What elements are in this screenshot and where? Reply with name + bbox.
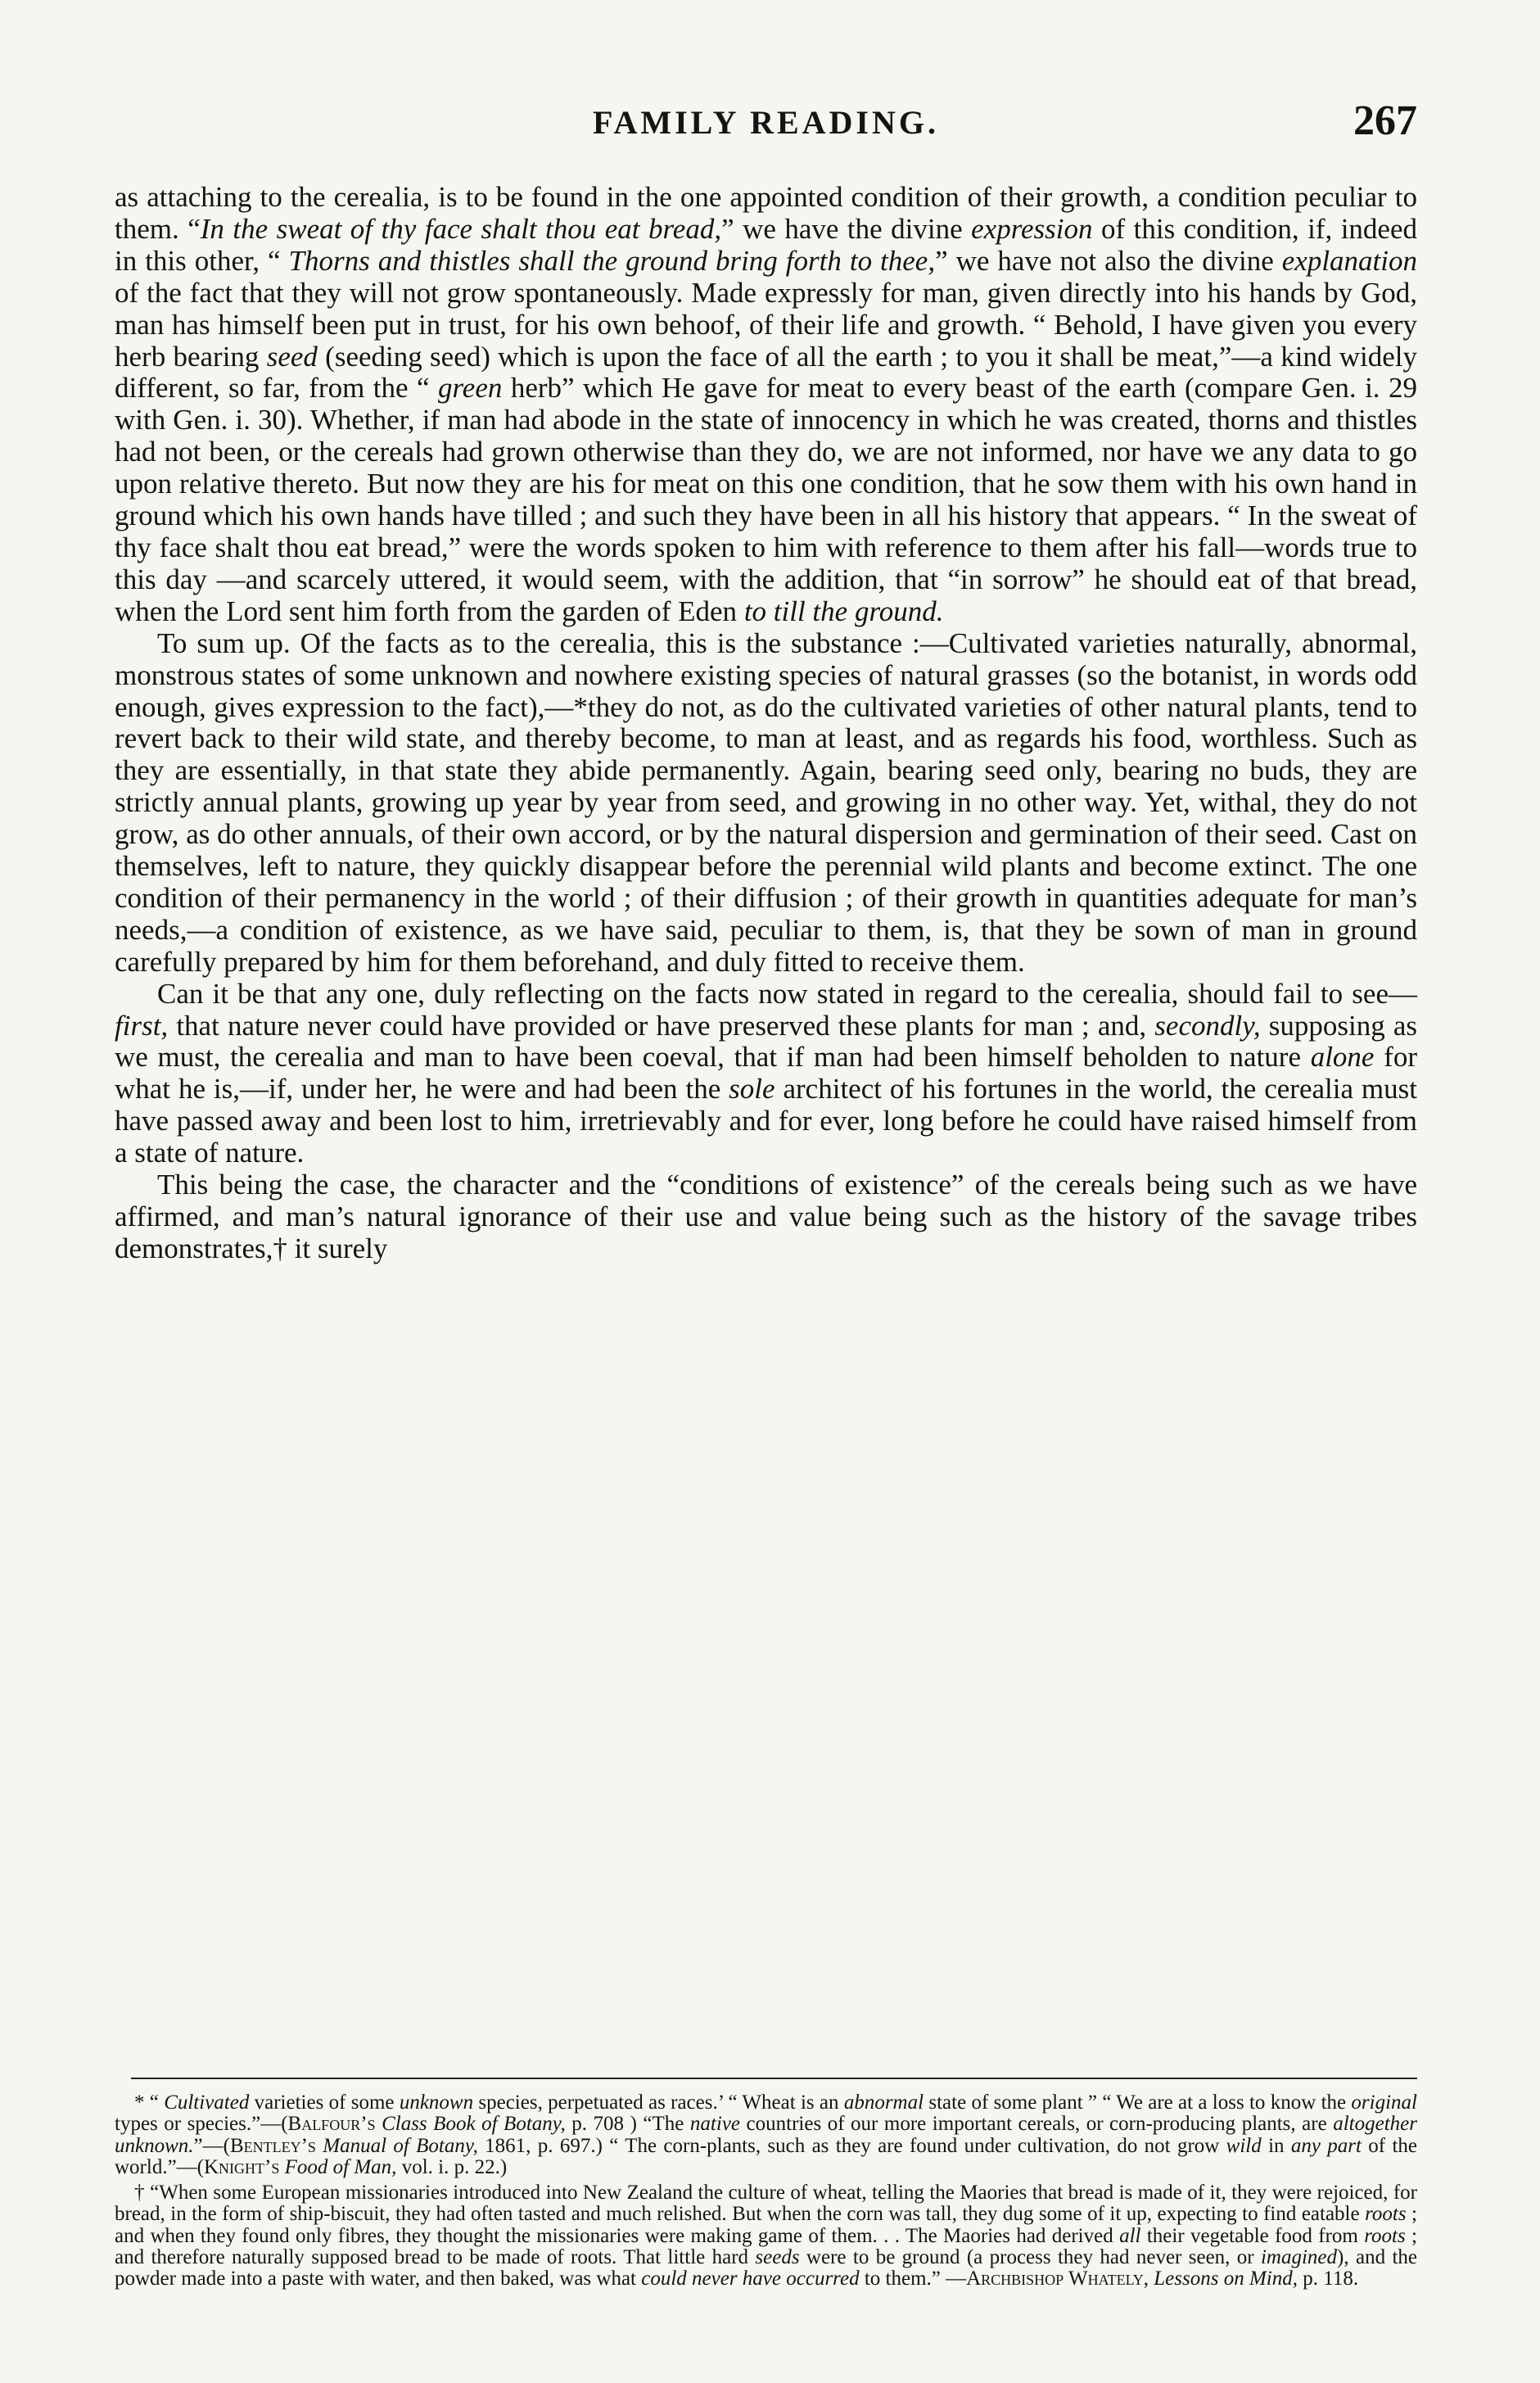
italic-run: Thorns and thistles shall the ground bring forth to thee, — [288, 244, 936, 277]
text-run: as attaching to the cerealia, is to be found in the one appointed condition of their growth, a condition peculiar to them. “ — [115, 181, 1417, 245]
italic-run: altogether unknown. — [115, 2113, 1417, 2157]
footnote-2 — [115, 2182, 1417, 2290]
text-run: ” we have the divine — [721, 212, 972, 245]
text-run: ” we have not also the divine — [935, 244, 1282, 277]
text-run: architect of his fortunes in the world, the cerealia must have passed away and been lost to him, irretrievably and for ever, long before he could have raised himself from a state of nature. — [115, 1073, 1417, 1169]
italic-run: explanation — [1281, 244, 1417, 277]
italic-run: sole — [729, 1073, 775, 1106]
paragraph-3 — [115, 979, 1417, 1169]
text-run: species, perpetuated as races.’ “ Wheat is an — [473, 2091, 844, 2114]
italic-run: roots — [1364, 2224, 1406, 2247]
italic-run: seeds — [755, 2246, 800, 2269]
italic-run: original — [1351, 2091, 1417, 2114]
page-number: 267 — [1353, 97, 1417, 144]
text-run: of the fact that they will not grow spontaneously. Made expressly for man, given directly into his hands by God, man has himself been put in trust, for his own behoof, of their life and growth. “ Behold, I have given you every herb bearing — [115, 276, 1417, 373]
text-run: countries of our more important cereals, or corn-producing plants, are — [740, 2113, 1334, 2136]
running-title: FAMILY READING. — [593, 104, 939, 141]
footnote-divider — [131, 2078, 1417, 2079]
small-caps-run: Archbishop Whately, — [966, 2268, 1149, 2290]
italic-run: Class Book of Botany, — [382, 2113, 566, 2136]
italic-run: any part — [1290, 2134, 1362, 2157]
italic-run: In the sweat of thy face shalt thou eat bread, — [200, 212, 722, 245]
text-run: (seeding seed) which is upon the face of all the earth ; to you it shall be meat,”—a kind widely different, so far, from the “ — [115, 340, 1418, 405]
text-run: of the world.”—( — [115, 2134, 1417, 2178]
italic-run: Lessons on Mind, — [1154, 2268, 1298, 2290]
paragraph-2 — [115, 628, 1417, 979]
text-run: types or species.”—( — [115, 2113, 288, 2136]
paragraph-1 — [115, 182, 1417, 628]
text-run: herb” which He gave for meat to every beast of the earth (compare Gen. i. 29 with Gen. i. 30). Whether, if man had abode in the state of innocency in which he was created, thorns and thistles had not been, or the cereals had grown otherwise than they do, we are not informed, nor have we any data to go upon relative thereto. But now they are his for meat on this one condition, that he sow them with his own hand in ground which his own hands have tilled ; and such they have been in all his history that appears. “ In the sweat of thy face shalt thou eat bread,” were the words spoken to him with reference to them after his fall—words true to this day —and scarcely uttered, it would seem, with the addition, that “in sorrow” he should eat of that bread, when the Lord sent him forth from the garden of Eden — [115, 372, 1417, 627]
text-run: ; and therefore naturally supposed bread to be made of roots. That little hard — [115, 2224, 1417, 2269]
text-run: ”—( — [193, 2134, 230, 2157]
italic-run: alone — [1310, 1041, 1375, 1074]
italic-run: could never have occurred — [641, 2268, 860, 2290]
small-caps-run: Knight’s — [204, 2155, 280, 2178]
text-run: varieties of some — [249, 2091, 400, 2114]
text-run: that nature never could have provided or have preserved these plants for man ; and, — [168, 1009, 1155, 1042]
text-run: † “When some European missionaries introduced into New Zealand the culture of wheat, telling the Maories that bread is made of it, they were rejoiced, for bread, in the form of ship-biscuit, they had often tasted and much relished. But when the corn was tall, they dug some of it up, expecting to find eatable — [115, 2182, 1417, 2226]
italic-run: Cultivated — [164, 2091, 250, 2114]
italic-run: first, — [115, 1009, 169, 1042]
text-run: to them.” — — [859, 2268, 967, 2290]
main-text — [115, 182, 1417, 1265]
italic-run: all — [1119, 2224, 1141, 2247]
text-run: p. 708 ) “The — [565, 2113, 690, 2136]
italic-run: wild — [1226, 2134, 1262, 2157]
italic-run: native — [689, 2113, 741, 2136]
small-caps-run: Bentley’s — [229, 2134, 316, 2157]
text-run: 1861, p. 697.) “ The corn-plants, such as they are found under cultivation, do not grow — [477, 2134, 1226, 2157]
text-run: ; and when they found only fibres, they thought the missionaries were making game of them. . . The Maories had derived — [115, 2203, 1418, 2247]
italic-run: unknown — [399, 2091, 474, 2114]
text-run: were to be ground (a process they had never seen, or — [799, 2246, 1261, 2269]
italic-run: imagined — [1260, 2246, 1338, 2269]
text-run: of this condition, if, indeed in this other, “ — [115, 212, 1418, 277]
text-run: vol. i. p. 22.) — [396, 2155, 508, 2178]
text-run: Can it be that any one, duly reflecting on the facts now stated in regard to the cerealia, should fail to see— — [157, 977, 1417, 1010]
text-run: * “ — [134, 2091, 165, 2114]
footnote-1 — [115, 2092, 1417, 2178]
text-run: To sum up. Of the facts as to the cerealia, this is the substance :—Cultivated varieties naturally, abnormal, monstrous states of some unknown and nowhere existing species of natural grasses (so the botanist, in words odd enough, gives expression to the fact),—*they do not, as do the cultivated varieties of other natural plants, tend to revert back to their wild state, and thereby become, to man at least, and as regards his food, worthless. Such as they are essentially, in that state they abide permanently. Again, bearing seed only, bearing no buds, they are strictly annual plants, growing up year by year from seed, and growing in no other way. Yet, withal, they do not grow, as do other annuals, of their own accord, or by the natural dispersion and germination of their seed. Cast on themselves, left to nature, they quickly disappear before the perennial wild plants and become extinct. The one condition of their permanency in the world ; of their diffusion ; of their growth in quantities adequate for man’s needs,—a condition of existence, as we have said, peculiar to them, is, that they be sown of man in ground carefully prepared by him for them beforehand, and duly fitted to receive them. — [115, 626, 1417, 978]
italic-run: Manual of Botany, — [323, 2134, 478, 2157]
text-run: p. 118. — [1298, 2268, 1359, 2290]
text-run: ), and the powder made into a paste with water, and then baked, was what — [115, 2246, 1417, 2290]
text-run: supposing as we must, the cerealia and man to have been coeval, that if man had been himself beholden to nature — [115, 1009, 1417, 1074]
running-head — [115, 97, 1417, 146]
text-run: This being the case, the character and the “conditions of existence” of the cereals being such as we have affirmed, and man’s natural ignorance of their use and value being such as the history of the savage tribes demonstrates,† it surely — [115, 1169, 1417, 1264]
italic-run: roots — [1365, 2203, 1407, 2226]
text-run: in — [1261, 2134, 1291, 2157]
italic-run: seed — [266, 340, 318, 373]
italic-run: secondly, — [1154, 1009, 1261, 1042]
italic-run: abnormal — [843, 2091, 924, 2114]
paragraph-4 — [115, 1169, 1417, 1265]
small-caps-run: Balfour’s — [287, 2113, 376, 2136]
text-run: state of some plant ” “ We are at a loss to know the — [924, 2091, 1352, 2114]
text-run — [376, 2113, 382, 2135]
footnotes — [115, 2092, 1417, 2290]
italic-run: expression — [971, 212, 1093, 245]
text-run: for what he is,—if, under her, he were and had been the — [115, 1041, 1417, 1106]
text-run: their vegetable food from — [1140, 2224, 1365, 2247]
italic-run: to till the ground. — [743, 595, 944, 627]
italic-run: green — [437, 372, 503, 405]
italic-run: Food of Man, — [284, 2155, 397, 2178]
